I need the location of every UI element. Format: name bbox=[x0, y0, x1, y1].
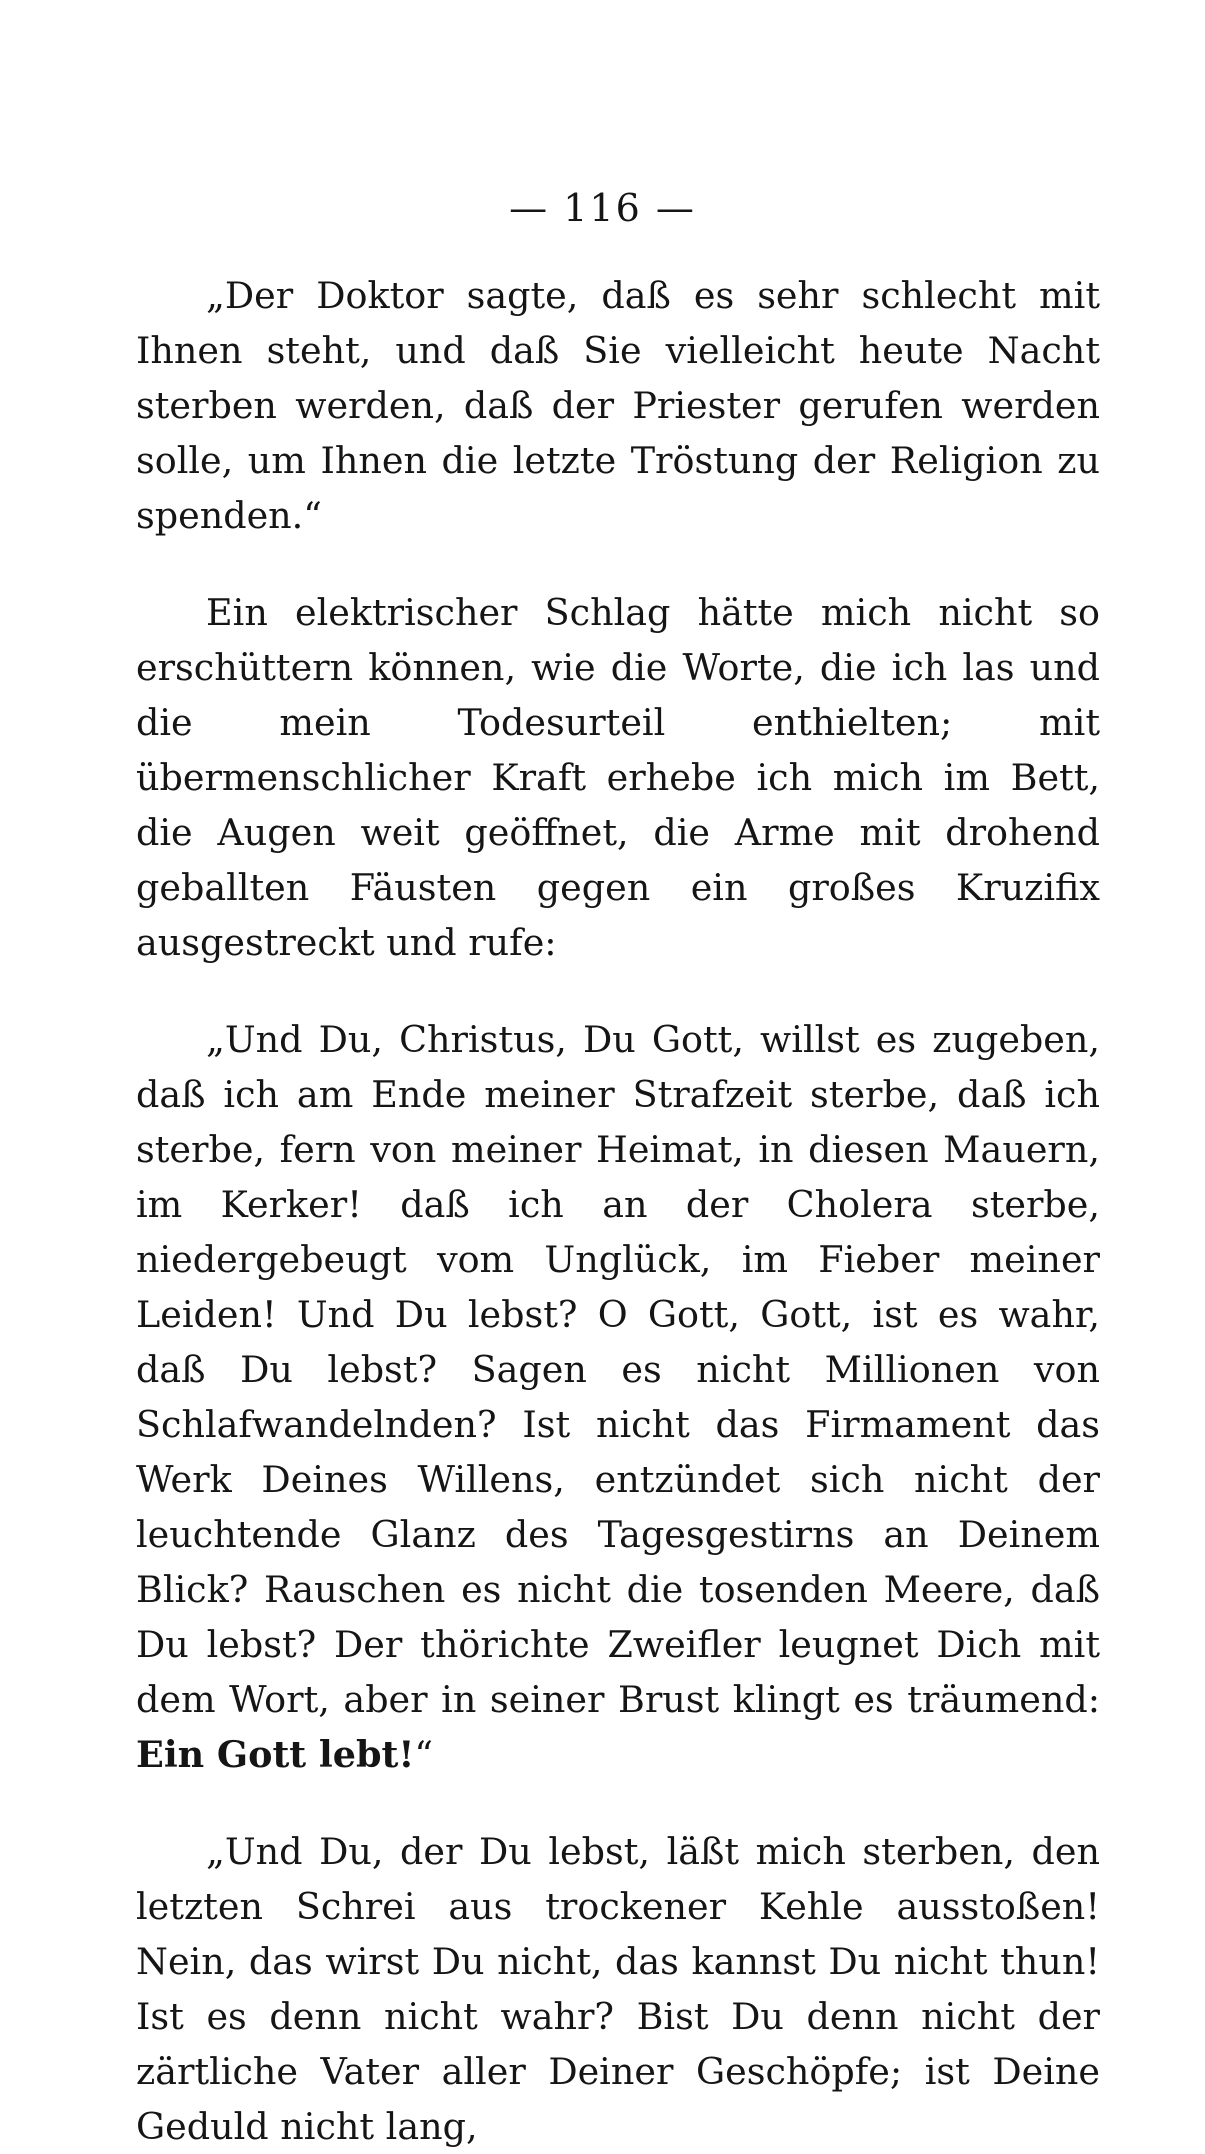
paragraph-1: „Der Doktor sagte, daß es sehr schlecht mit Ihnen steht, und daß Sie vielleicht heute Nacht sterben werden, daß der Priester gerufen werden solle, um Ihnen die letzte Tröstung der Religion zu spenden.“ bbox=[136, 274, 1100, 537]
page-number: — 116 — bbox=[509, 186, 696, 230]
emphasized-phrase: Ein Gott lebt! bbox=[136, 1733, 415, 1776]
closing-quote: “ bbox=[414, 1733, 434, 1776]
page-body bbox=[136, 268, 1100, 2154]
paragraph-3 bbox=[136, 1012, 1100, 1782]
paragraph-3-text: „Und Du, Christus, Du Gott, willst es zugeben, daß ich am Ende meiner Strafzeit sterbe, daß ich sterbe, fern von meiner Heimat, in diesen Mauern, im Kerker! daß ich an der Cholera sterbe, niedergebeugt vom Unglück, im Fieber meiner Leiden! Und Du lebst? O Gott, Gott, ist es wahr, daß Du lebst? Sagen es nicht Millionen von Schlafwandelnden? Ist nicht das Firmament das Werk Deines Willens, entzündet sich nicht der leuchtende Glanz des Tagesgestirns an Deinem Blick? Rauschen es nicht die tosenden Meere, daß Du lebst? Der thörichte Zweifler leugnet Dich mit dem Wort, aber in seiner Brust klingt es träumend: bbox=[136, 1018, 1100, 1721]
paragraph-4: „Und Du, der Du lebst, läßt mich sterben, den letzten Schrei aus trockener Kehle ausstoßen! Nein, das wirst Du nicht, das kannst Du nicht thun! Ist es denn nicht wahr? Bist Du denn nicht der zärtliche Vater aller Deiner Geschöpfe; ist Deine Geduld nicht lang, bbox=[136, 1830, 1100, 2148]
paragraph-2: Ein elektrischer Schlag hätte mich nicht so erschüttern können, wie die Worte, die ich las und die mein Todesurteil enthielten; mit übermenschlicher Kraft erhebe ich mich im Bett, die Augen weit geöffnet, die Arme mit drohend geballten Fäusten gegen ein großes Kruzifix ausgestreckt und rufe: bbox=[136, 591, 1100, 964]
